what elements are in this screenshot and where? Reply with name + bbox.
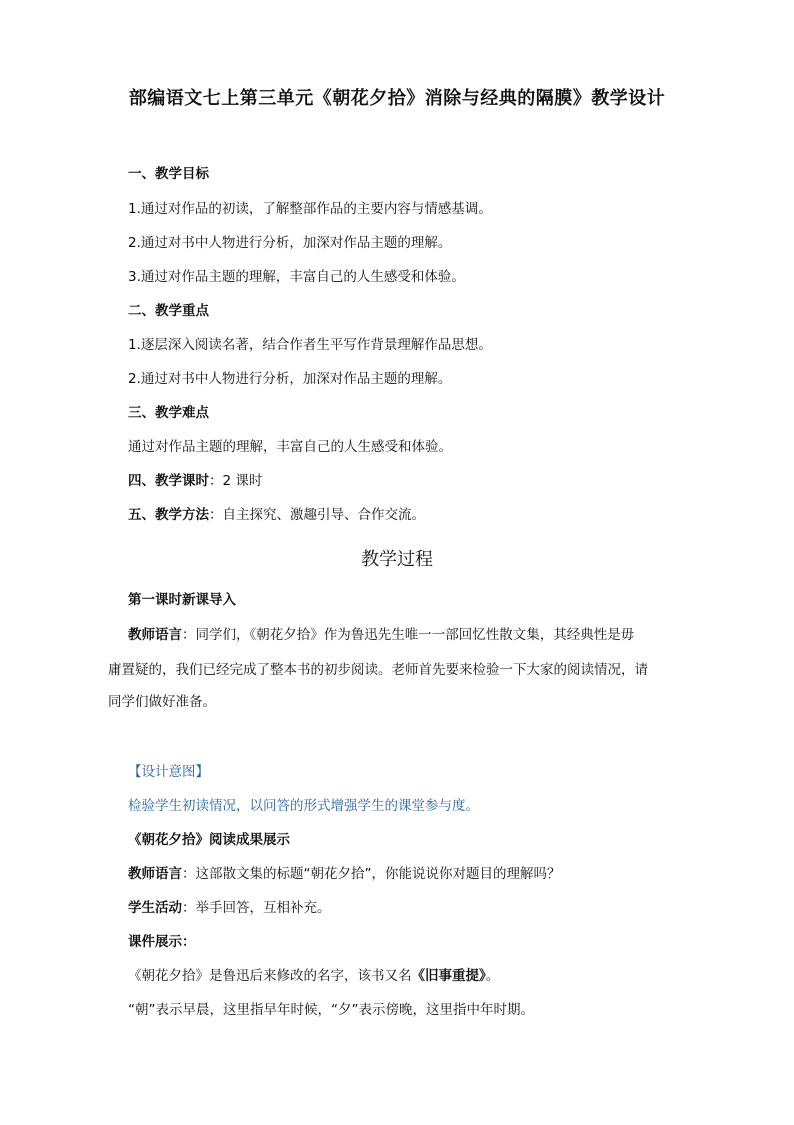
method-label: 五、教学方法 [128, 507, 209, 523]
student-text: ：举手回答，互相补充。 [182, 900, 331, 916]
cw1-part-c: 。 [485, 968, 500, 984]
goal-item-3: 3.通过对作品主题的理解，丰富自己的人生感受和体验。 [128, 269, 465, 285]
section-difficulty-heading: 三、教学难点 [128, 405, 209, 421]
courseware-label: 课件展示： [128, 934, 196, 950]
design-intent-text: 检验学生初读情况，以问答的形式增强学生的课堂参与度。 [128, 798, 479, 814]
teacher2-text: ：这部散文集的标题“朝花夕拾”，你能说说你对题目的理解吗？ [182, 866, 561, 882]
method-line [128, 505, 425, 525]
teacher-speech-line-2: 庸置疑的，我们已经完成了整本书的初步阅读。老师首先要来检验一下大家的阅读情况，请 [108, 662, 648, 678]
teacher-question-line [128, 864, 561, 884]
goal-item-1: 1.通过对作品的初读，了解整部作品的主要内容与情感基调。 [128, 201, 492, 217]
cw1-part-b: 《旧事重提》 [411, 968, 486, 984]
method-value: ：自主探究、激趣引导、合作交流。 [209, 507, 425, 523]
cw1-part-a: 《朝花夕拾》是鲁迅后来修改的名字，该书又名 [128, 968, 412, 984]
courseware-line-1 [128, 966, 499, 986]
document-title: 部编语文七上第三单元《朝花夕拾》消除与经典的隔膜》教学设计 [128, 88, 666, 109]
hours-line [128, 471, 262, 491]
key-item-1: 1.逐层深入阅读名著，结合作者生平写作背景理解作品思想。 [128, 337, 492, 353]
student-label: 学生活动 [128, 900, 182, 916]
key-item-2: 2.通过对书中人物进行分析，加深对作品主题的理解。 [128, 371, 452, 387]
teacher-text-1: ：同学们，《朝花夕拾》作为鲁迅先生唯一一部回忆性散文集，其经典性是毋 [182, 627, 635, 643]
goal-item-2: 2.通过对书中人物进行分析，加深对作品主题的理解。 [128, 235, 452, 251]
student-activity-line [128, 898, 331, 918]
teacher-speech-line-1 [128, 625, 634, 645]
section-goal-heading: 一、教学目标 [128, 166, 209, 182]
teacher-label: 教师语言 [128, 627, 182, 643]
difficulty-item: 通过对作品主题的理解，丰富自己的人生感受和体验。 [128, 439, 452, 455]
teacher-speech-line-3: 同学们做好准备。 [108, 694, 216, 710]
hours-label: 四、教学课时 [128, 473, 209, 489]
reading-show-heading: 《朝花夕拾》阅读成果展示 [128, 832, 290, 848]
design-intent-label: 【设计意图】 [128, 764, 209, 780]
lesson1-heading: 第一课时新课导入 [128, 592, 236, 608]
section-key-heading: 二、教学重点 [128, 303, 209, 319]
courseware-line-2: “朝”表示早晨，这里指早年时候，“夕”表示傍晚，这里指中年时期。 [128, 1002, 534, 1018]
hours-value: ：2 课时 [209, 473, 263, 489]
teacher2-label: 教师语言 [128, 866, 182, 882]
process-heading: 教学过程 [361, 549, 433, 570]
